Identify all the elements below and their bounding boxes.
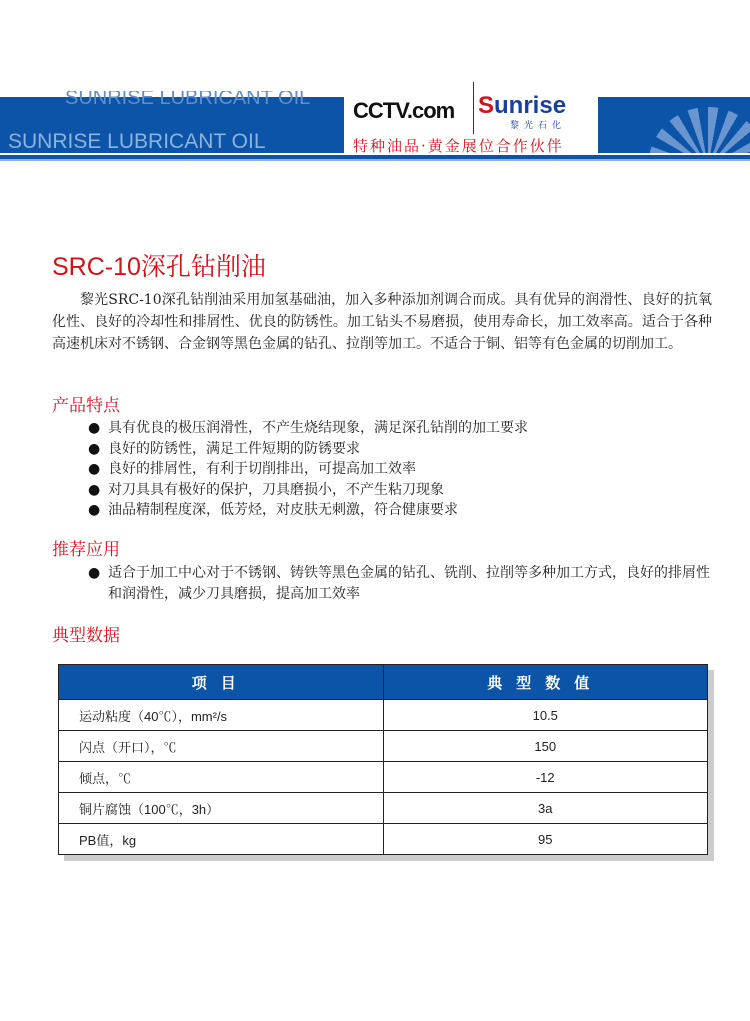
sunrise-cn: 黎光石化: [510, 121, 567, 131]
logo-divider: [473, 82, 474, 134]
header-ghost-text-2: SUNRISE LUBRICANT OIL: [8, 130, 266, 153]
list-item: ● 具有优良的极压润滑性，不产生烧结现象，满足深孔钻削的加工要求: [88, 418, 718, 439]
column-header-item: 项目: [59, 665, 384, 700]
features-heading: 产品特点: [52, 396, 120, 416]
list-item: ● 良好的防锈性，满足工件短期的防锈要求: [88, 439, 718, 460]
property-cell: PB值，kg: [59, 824, 384, 855]
list-item: ● 对刀具具有极好的保护，刀具磨损小，不产生粘刀现象: [88, 480, 718, 501]
value-cell: 95: [383, 824, 708, 855]
property-cell: 运动粘度（40℃），mm²/s: [59, 700, 384, 731]
value-cell: -12: [383, 762, 708, 793]
applications-list: [88, 563, 718, 604]
value-cell: 150: [383, 731, 708, 762]
list-item: ● 良好的排屑性，有利于切削排出，可提高加工效率: [88, 459, 718, 480]
property-cell: 倾点，℃: [59, 762, 384, 793]
table-row: [59, 793, 708, 824]
table-row: [59, 700, 708, 731]
data-heading: 典型数据: [52, 626, 120, 646]
applications-heading: 推荐应用: [52, 540, 120, 560]
typical-data-table: [58, 664, 708, 855]
value-cell: 3a: [383, 793, 708, 824]
header-band-right: [598, 97, 750, 153]
sunrise-logo-s: S: [478, 92, 495, 119]
property-cell: 铜片腐蚀（100℃，3h）: [59, 793, 384, 824]
list-item: ● 油品精制程度深，低芳烃，对皮肤无刺激，符合健康要求: [88, 500, 718, 521]
value-cell: 10.5: [383, 700, 708, 731]
table-header: [59, 665, 708, 700]
table-row: [59, 762, 708, 793]
table-row: [59, 731, 708, 762]
table-row: [59, 824, 708, 855]
sunrise-logo-text: unrise: [494, 92, 567, 119]
property-cell: 闪点（开口），℃: [59, 731, 384, 762]
list-item: ● 适合于加工中心对于不锈钢、铸铁等黑色金属的钻孔、铣削、拉削等多种加工方式，良好的排屑性和润滑性，减少刀具磨损，提高加工效率: [88, 563, 718, 604]
logo-area: [348, 80, 594, 155]
slogan: 特种油品·黄金展位合作伙伴: [353, 137, 564, 155]
header-ghost-text: SUNRISE LUBRICANT OIL: [65, 91, 311, 106]
features-list: [88, 418, 718, 521]
column-header-value: 典型数值: [383, 665, 708, 700]
intro-paragraph: 黎光SRC-10深孔钻削油采用加氢基础油，加入多种添加剂调合而成。具有优异的润滑性、良好的抗氧化性、良好的冷却性和排屑性、优良的防锈性。加工钻头不易磨损，使用寿命长，加工效率高。适合于各种高速机床对不锈钢、合金钢等黑色金属的钻孔、拉削等加工。不适合于铜、铝等有色金属的切削加工。: [52, 292, 712, 352]
sunrise-logo: [478, 92, 566, 120]
page-title: SRC-10深孔钻削油: [52, 253, 266, 281]
cctv-logo: CCTV.com: [353, 98, 455, 123]
sun-fan-graphic: [648, 107, 750, 153]
